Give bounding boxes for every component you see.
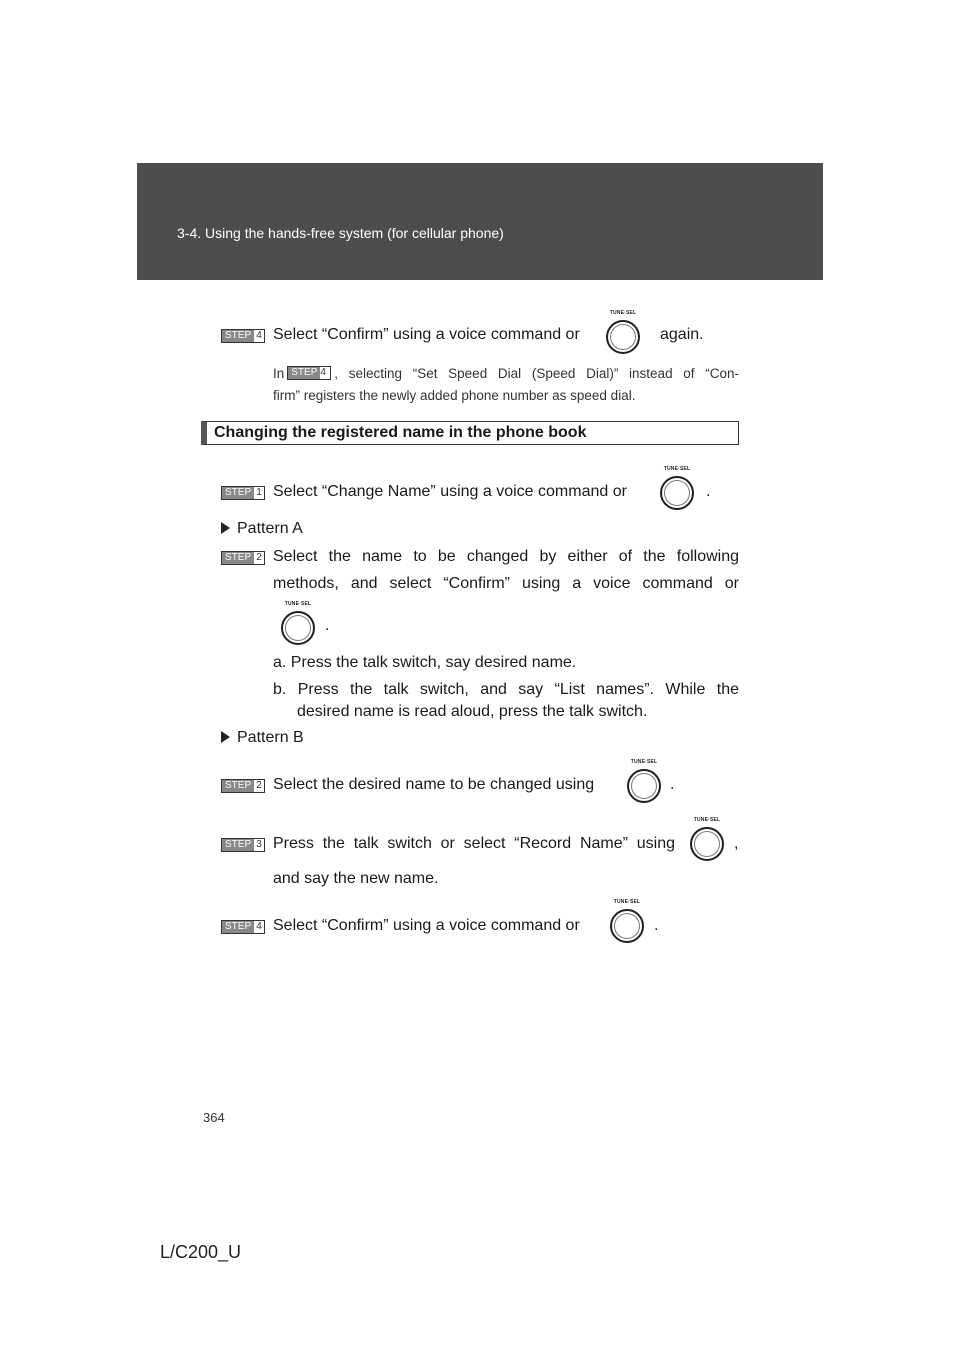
note-line-1 — [273, 363, 739, 385]
step-text: Select “Confirm” using a voice command or — [273, 326, 580, 343]
step-badge-number: 4 — [256, 921, 262, 932]
step-badge — [221, 551, 265, 565]
tune-sel-knob-icon — [601, 310, 645, 360]
tune-sel-knob-icon — [685, 817, 729, 867]
step-badge-label: STEP — [222, 552, 254, 564]
pattern-label: Pattern A — [237, 520, 303, 537]
knob-ring — [606, 320, 640, 354]
method-a: a. Press the talk switch, say desired name. — [273, 654, 577, 671]
step-text-after: . — [325, 617, 330, 634]
header-band — [137, 163, 823, 280]
step-badge — [221, 838, 265, 852]
note-prefix: In — [273, 366, 285, 381]
step-text-after: . — [706, 483, 711, 500]
step-text-after: , — [734, 835, 739, 852]
pattern-b-heading — [221, 729, 304, 747]
knob-ring — [660, 476, 694, 510]
step-badge-number: 3 — [256, 839, 262, 850]
step-badge — [221, 486, 265, 500]
step-badge-number: 1 — [256, 487, 262, 498]
triangle-arrow-icon — [221, 522, 230, 534]
step-badge-number: 4 — [320, 367, 326, 379]
model-code: L/C200_U — [160, 1242, 242, 1262]
step-badge-label: STEP — [222, 487, 254, 499]
step-text: Select “Change Name” using a voice command or — [273, 483, 627, 500]
note-paragraph — [273, 363, 739, 407]
step-text: Press the talk switch or select “Record Name” using — [273, 835, 675, 852]
step-badge — [221, 329, 265, 343]
step-text-after: . — [654, 917, 659, 934]
step-badge-number: 2 — [256, 780, 262, 791]
tune-sel-knob-icon — [276, 601, 320, 651]
step-badge-number: 4 — [256, 330, 262, 341]
step-text-line-2: methods, and select “Confirm” using a voice command or — [273, 575, 739, 592]
section-heading: Changing the registered name in the phone book — [201, 421, 739, 445]
knob-ring — [690, 827, 724, 861]
step-text: Select “Confirm” using a voice command or — [273, 917, 580, 934]
pattern-label: Pattern B — [237, 729, 304, 746]
knob-caption: TUNE·SEL — [693, 817, 721, 823]
step-text-line-2: and say the new name. — [273, 870, 439, 887]
page-number: 364 — [203, 1110, 225, 1125]
knob-caption: TUNE·SEL — [609, 310, 637, 316]
pattern-a-heading — [221, 520, 303, 538]
step-badge — [221, 779, 265, 793]
tune-sel-knob-icon — [622, 759, 666, 809]
method-b-line-2: desired name is read aloud, press the talk switch. — [297, 703, 648, 720]
step-badge-label: STEP — [222, 330, 254, 342]
step-badge — [221, 920, 265, 934]
method-b-line-1: b. Press the talk switch, and say “List names”. While the — [273, 681, 739, 698]
note-step-badge — [287, 366, 331, 380]
step-badge-label: STEP — [222, 921, 254, 933]
knob-ring — [610, 909, 644, 943]
step-text-after: again. — [660, 326, 704, 343]
step-text-after: . — [670, 776, 675, 793]
triangle-arrow-icon — [221, 731, 230, 743]
knob-caption: TUNE·SEL — [284, 601, 312, 607]
knob-caption: TUNE·SEL — [630, 759, 658, 765]
knob-caption: TUNE·SEL — [663, 466, 691, 472]
step-text: Select the desired name to be changed using — [273, 776, 595, 793]
step-text-line-1: Select the name to be changed by either of the following — [273, 548, 739, 565]
note-text-1: , selecting “Set Speed Dial (Speed Dial)” instead of “Con- — [334, 366, 739, 381]
step-badge-number: 2 — [256, 552, 262, 563]
knob-ring — [281, 611, 315, 645]
step-badge-label: STEP — [288, 367, 320, 379]
knob-ring — [627, 769, 661, 803]
tune-sel-knob-icon — [655, 466, 699, 516]
tune-sel-knob-icon — [605, 899, 649, 949]
section-header-title: 3-4. Using the hands-free system (for cellular phone) — [177, 225, 504, 241]
step-badge-label: STEP — [222, 780, 254, 792]
knob-caption: TUNE·SEL — [613, 899, 641, 905]
step-badge-label: STEP — [222, 839, 254, 851]
note-line-2: firm” registers the newly added phone number as speed dial. — [273, 388, 636, 403]
